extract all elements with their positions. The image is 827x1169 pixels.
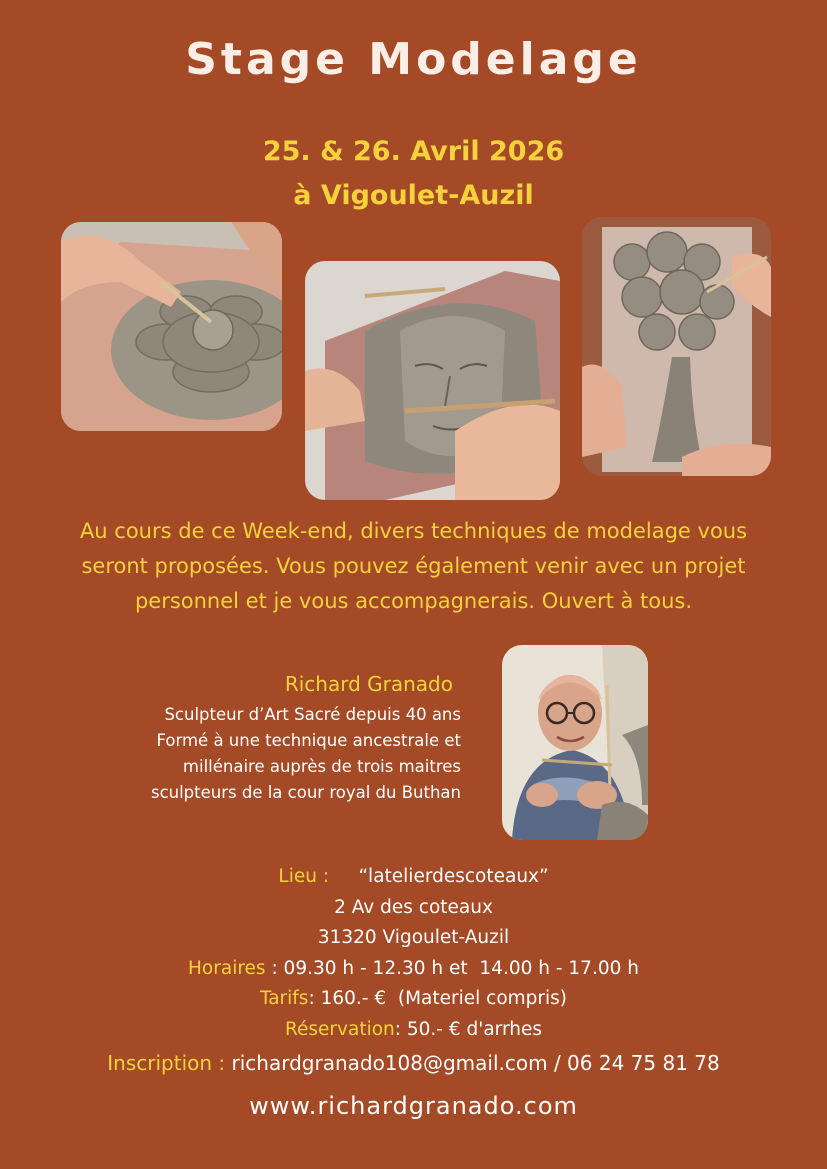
reservation-value: : 50.- € d'arrhes (394, 1018, 542, 1040)
artist-bio-line: Sculpteur d’Art Sacré depuis 40 ans (164, 705, 461, 724)
reservation-label: Réservation (285, 1018, 395, 1040)
photo-clay-tree (582, 217, 771, 476)
inscription-label: Inscription : (107, 1051, 226, 1075)
poster-title: Stage Modelage (185, 34, 642, 85)
artist-block (80, 672, 461, 806)
inscription-value[interactable]: richardgranado108@gmail.com / 06 24 75 81 78 (225, 1051, 720, 1075)
lieu-name: “latelierdescoteaux” (358, 866, 549, 887)
artist-name: Richard Granado (284, 672, 453, 696)
intro-line: seront proposées. Vous pouvez également venir avec un projet (81, 554, 746, 578)
tarifs-value: : 160.- € (Materiel compris) (308, 988, 568, 1009)
info-tarifs (0, 984, 827, 1015)
intro-paragraph (60, 514, 767, 619)
lieu-label: Lieu : (278, 866, 330, 887)
info-inscription (0, 1047, 827, 1079)
photo-artist-portrait (502, 645, 648, 840)
artist-bio-line: sculpteurs de la cour royal du Buthan (150, 783, 461, 802)
artist-bio-line: Formé à une technique ancestrale et (156, 731, 461, 750)
info-reservation (0, 1015, 827, 1046)
practical-info (0, 862, 827, 1079)
address-line: 31320 Vigoulet-Auzil (317, 927, 510, 948)
horaires-value: : 09.30 h - 12.30 h et 14.00 h - 17.00 h (265, 957, 639, 979)
event-place: à Vigoulet-Auzil (293, 180, 534, 211)
event-date: 25. & 26. Avril 2026 (262, 136, 565, 167)
info-lieu (0, 862, 827, 893)
address-line: 2 Av des coteaux (334, 896, 493, 918)
intro-line: personnel et je vous accompagnerais. Ouvert à tous. (134, 589, 693, 613)
website-link[interactable]: www.richardgranado.com (249, 1092, 578, 1120)
photo-clay-flower (61, 222, 282, 431)
artist-bio-line: millénaire auprès de trois maitres (182, 757, 461, 776)
info-horaires (0, 954, 827, 985)
tarifs-label: Tarifs (259, 988, 309, 1009)
horaires-label: Horaires (188, 957, 266, 979)
photo-buddha-relief (305, 261, 560, 500)
intro-line: Au cours de ce Week-end, divers techniques de modelage vous (79, 519, 748, 543)
